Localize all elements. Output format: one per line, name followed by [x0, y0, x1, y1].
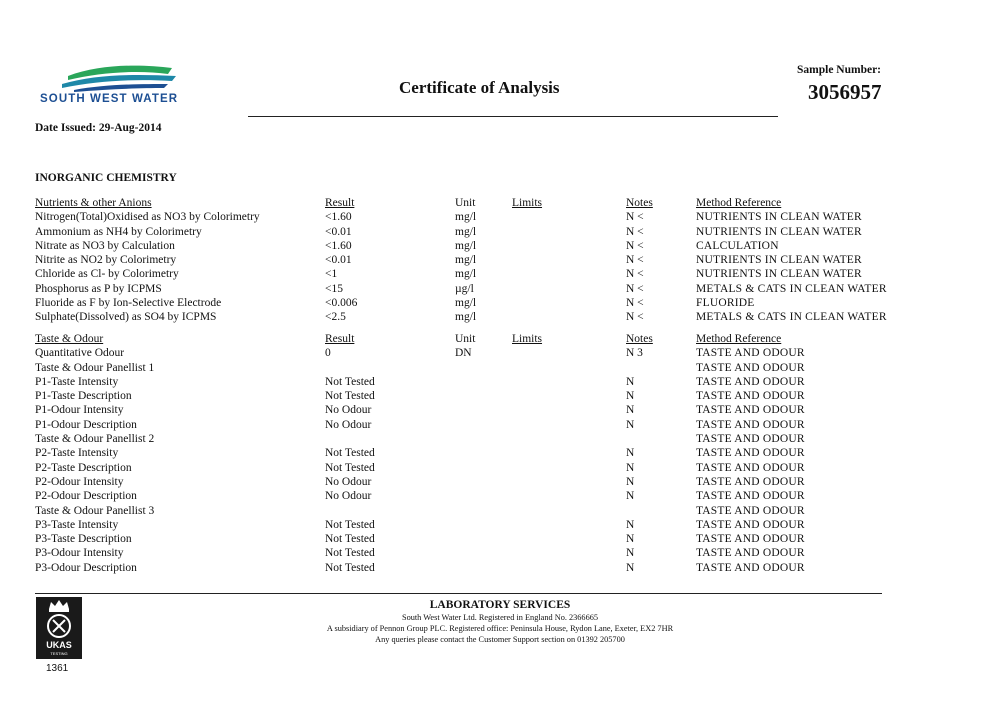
cell-limits [512, 253, 626, 267]
table-row [35, 267, 887, 281]
cell-unit [455, 403, 512, 417]
cell-analyte: Nitrite as NO2 by Colorimetry [35, 254, 177, 267]
cell-limits [512, 504, 626, 518]
cell-unit [455, 418, 512, 432]
cell-analyte: Taste & Odour Panellist 1 [35, 361, 155, 374]
table-row [35, 504, 881, 518]
cell-unit [455, 518, 512, 532]
cell-method-reference: TASTE AND ODOUR [696, 375, 805, 388]
cell-analyte: Sulphate(Dissolved) as SO4 by ICPMS [35, 311, 217, 324]
cell-result: No Odour [325, 404, 372, 417]
cell-unit: mg/l [455, 311, 477, 324]
cell-notes: N [626, 475, 635, 488]
header-unit: Unit [455, 333, 476, 345]
header-limits: Limits [512, 333, 543, 345]
cell-unit [455, 389, 512, 403]
footer-registered-office: A subsidiary of Pennon Group PLC. Registered office: Peninsula House, Rydon Lane, Exeter, EX2 7HR [326, 624, 674, 633]
ukas-number: 1361 [46, 663, 69, 674]
sample-number-label: Sample Number: [797, 64, 882, 76]
cell-notes: N [626, 561, 635, 574]
cell-result: Not Tested [325, 461, 375, 474]
cell-limits [512, 239, 626, 253]
footer-heading: LABORATORY SERVICES [429, 599, 571, 611]
cell-method-reference: FLUORIDE [696, 297, 755, 310]
cell-notes: N 3 [626, 347, 643, 360]
cell-result: <0.01 [325, 254, 352, 267]
cell-method-reference: METALS & CATS IN CLEAN WATER [696, 311, 887, 324]
cell-limits [512, 418, 626, 432]
cell-result: No Odour [325, 475, 372, 488]
table-row [35, 403, 881, 417]
table-row [35, 210, 887, 224]
south-west-water-logo-wave-icon [60, 62, 180, 92]
cell-analyte: P3-Odour Description [35, 561, 137, 574]
cell-method-reference: TASTE AND ODOUR [696, 475, 805, 488]
cell-notes [626, 361, 696, 375]
header-analyte: Taste & Odour [35, 333, 104, 345]
cell-result: No Odour [325, 418, 372, 431]
sample-number-value: 3056957 [808, 80, 882, 104]
cell-analyte: Nitrate as NO3 by Calculation [35, 239, 175, 252]
cell-method-reference: TASTE AND ODOUR [696, 504, 805, 517]
cell-method-reference: TASTE AND ODOUR [696, 490, 805, 503]
table-row [35, 461, 881, 475]
cell-result: 0 [325, 347, 331, 360]
cell-result: Not Tested [325, 518, 375, 531]
cell-limits [512, 267, 626, 281]
document-title: Certificate of Analysis [399, 78, 560, 97]
cell-analyte: P3-Taste Intensity [35, 518, 119, 531]
cell-limits [512, 346, 626, 360]
ukas-sub-label: TESTING [50, 651, 68, 656]
cell-result: <1.60 [325, 211, 352, 224]
header-limits: Limits [512, 197, 543, 209]
cell-analyte: P3-Odour Intensity [35, 547, 124, 560]
cell-method-reference: TASTE AND ODOUR [696, 561, 805, 574]
cell-unit [455, 361, 512, 375]
section-title: INORGANIC CHEMISTRY [35, 172, 177, 184]
cell-unit [455, 489, 512, 503]
table-row [35, 546, 881, 560]
cell-analyte: P2-Taste Intensity [35, 447, 119, 460]
header-result: Result [325, 197, 355, 209]
cell-method-reference: NUTRIENTS IN CLEAN WATER [696, 268, 862, 281]
cell-method-reference: NUTRIENTS IN CLEAN WATER [696, 254, 862, 267]
cell-notes: N [626, 447, 635, 460]
cell-unit: mg/l [455, 239, 477, 252]
cell-result: <0.006 [325, 297, 358, 310]
cell-method-reference: TASTE AND ODOUR [696, 390, 805, 403]
cell-unit [455, 546, 512, 560]
cell-method-reference: TASTE AND ODOUR [696, 547, 805, 560]
cell-result: Not Tested [325, 547, 375, 560]
cell-method-reference: TASTE AND ODOUR [696, 518, 805, 531]
cell-unit [455, 446, 512, 460]
cell-result: <2.5 [325, 311, 346, 324]
cell-unit: mg/l [455, 268, 477, 281]
cell-result: Not Tested [325, 447, 375, 460]
cell-notes: N [626, 533, 635, 546]
cell-method-reference: TASTE AND ODOUR [696, 461, 805, 474]
table-row [35, 518, 881, 532]
cell-analyte: P1-Taste Intensity [35, 375, 119, 388]
cell-limits [512, 546, 626, 560]
cell-limits [512, 532, 626, 546]
cell-notes: N [626, 418, 635, 431]
table-row [35, 446, 881, 460]
cell-notes: N [626, 490, 635, 503]
cell-result: <15 [325, 282, 343, 295]
cell-unit [455, 561, 512, 575]
cell-unit [455, 375, 512, 389]
cell-result: <1.60 [325, 239, 352, 252]
cell-method-reference: NUTRIENTS IN CLEAN WATER [696, 225, 862, 238]
cell-notes: N < [626, 268, 644, 281]
cell-unit [455, 532, 512, 546]
cell-limits [512, 432, 626, 446]
table-header-row [35, 332, 881, 346]
date-issued: Date Issued: 29-Aug-2014 [35, 122, 162, 134]
cell-unit: DN [455, 347, 472, 360]
table-row [35, 346, 881, 360]
table-row [35, 225, 887, 239]
cell-notes [626, 432, 696, 446]
cell-limits [512, 282, 626, 296]
cell-limits [512, 210, 626, 224]
cell-notes: N < [626, 254, 644, 267]
table-row [35, 561, 881, 575]
table-row [35, 375, 881, 389]
cell-analyte: P3-Taste Description [35, 533, 132, 546]
footer-registration: South West Water Ltd. Registered in England No. 2366665 [401, 613, 599, 622]
cell-unit [455, 475, 512, 489]
cell-analyte: Quantitative Odour [35, 347, 125, 360]
cell-limits [512, 375, 626, 389]
cell-notes: N < [626, 297, 644, 310]
cell-analyte: Fluoride as F by Ion-Selective Electrode [35, 297, 222, 310]
cell-limits [512, 489, 626, 503]
cell-analyte: Taste & Odour Panellist 2 [35, 433, 155, 446]
cell-notes: N [626, 404, 635, 417]
cell-notes [626, 504, 696, 518]
cell-unit: mg/l [455, 297, 477, 310]
cell-notes: N [626, 518, 635, 531]
cell-limits [512, 518, 626, 532]
table-row [35, 532, 881, 546]
header-method-reference: Method Reference [696, 197, 782, 209]
cell-limits [512, 296, 626, 310]
cell-limits [512, 475, 626, 489]
cell-analyte: P2-Taste Description [35, 461, 132, 474]
cell-limits [512, 225, 626, 239]
cell-result: Not Tested [325, 533, 375, 546]
header-analyte: Nutrients & other Anions [35, 197, 152, 209]
table-row [35, 253, 887, 267]
cell-result: Not Tested [325, 561, 375, 574]
header-divider [248, 116, 778, 117]
cell-method-reference: TASTE AND ODOUR [696, 404, 805, 417]
cell-analyte: Taste & Odour Panellist 3 [35, 504, 155, 517]
header-unit: Unit [455, 197, 476, 209]
cell-method-reference: TASTE AND ODOUR [696, 361, 805, 374]
cell-limits [512, 561, 626, 575]
cell-method-reference: TASTE AND ODOUR [696, 447, 805, 460]
cell-notes: N [626, 461, 635, 474]
cell-result [325, 432, 455, 446]
header-method-reference: Method Reference [696, 333, 782, 345]
cell-analyte: P1-Taste Description [35, 390, 132, 403]
header-notes: Notes [626, 197, 653, 209]
cell-notes: N [626, 547, 635, 560]
cell-notes: N [626, 390, 635, 403]
table-row [35, 239, 887, 253]
cell-notes: N < [626, 225, 644, 238]
cell-analyte: Phosphorus as P by ICPMS [35, 282, 162, 295]
cell-result: Not Tested [325, 375, 375, 388]
cell-result: No Odour [325, 490, 372, 503]
taste-odour-table [35, 332, 881, 575]
cell-analyte: P2-Odour Description [35, 490, 137, 503]
footer-contact: Any queries please contact the Customer Support section on 01392 205700 [375, 635, 625, 644]
cell-notes: N < [626, 282, 644, 295]
cell-method-reference: TASTE AND ODOUR [696, 347, 805, 360]
cell-analyte: Ammonium as NH4 by Colorimetry [35, 225, 202, 238]
table-row [35, 418, 881, 432]
cell-method-reference: NUTRIENTS IN CLEAN WATER [696, 211, 862, 224]
cell-unit: mg/l [455, 225, 477, 238]
ukas-accreditation-logo-icon [36, 597, 82, 659]
table-row [35, 361, 881, 375]
cell-limits [512, 310, 626, 324]
cell-unit: µg/l [455, 282, 474, 295]
cell-unit [455, 461, 512, 475]
footer-divider [35, 593, 882, 594]
ukas-label: UKAS [46, 640, 72, 650]
table-header-row [35, 196, 887, 210]
cell-notes: N < [626, 211, 644, 224]
table-row [35, 282, 887, 296]
table-row [35, 310, 887, 324]
cell-notes: N < [626, 311, 644, 324]
cell-limits [512, 361, 626, 375]
cell-unit [455, 432, 512, 446]
table-row [35, 432, 881, 446]
cell-method-reference: CALCULATION [696, 239, 779, 252]
cell-method-reference: TASTE AND ODOUR [696, 533, 805, 546]
cell-limits [512, 403, 626, 417]
cell-analyte: Chloride as Cl- by Colorimetry [35, 268, 179, 281]
header-notes: Notes [626, 333, 653, 345]
cell-analyte: P1-Odour Description [35, 418, 137, 431]
table-row [35, 296, 887, 310]
cell-result: Not Tested [325, 390, 375, 403]
cell-limits [512, 461, 626, 475]
cell-method-reference: METALS & CATS IN CLEAN WATER [696, 282, 887, 295]
cell-result: <0.01 [325, 225, 352, 238]
cell-unit: mg/l [455, 211, 477, 224]
nutrients-anions-table [35, 196, 887, 325]
table-row [35, 475, 881, 489]
table-row [35, 389, 881, 403]
cell-method-reference: TASTE AND ODOUR [696, 418, 805, 431]
cell-notes: N [626, 375, 635, 388]
cell-result: <1 [325, 268, 338, 281]
cell-limits [512, 446, 626, 460]
cell-result [325, 361, 455, 375]
table-row [35, 489, 881, 503]
cell-unit: mg/l [455, 254, 477, 267]
cell-analyte: P1-Odour Intensity [35, 404, 124, 417]
cell-analyte: P2-Odour Intensity [35, 475, 124, 488]
cell-unit [455, 504, 512, 518]
cell-method-reference: TASTE AND ODOUR [696, 433, 805, 446]
header-result: Result [325, 333, 355, 345]
cell-analyte: Nitrogen(Total)Oxidised as NO3 by Colorimetry [35, 211, 260, 224]
cell-result [325, 504, 455, 518]
company-logo-text: SOUTH WEST WATER [40, 93, 179, 105]
cell-notes: N < [626, 239, 644, 252]
cell-limits [512, 389, 626, 403]
